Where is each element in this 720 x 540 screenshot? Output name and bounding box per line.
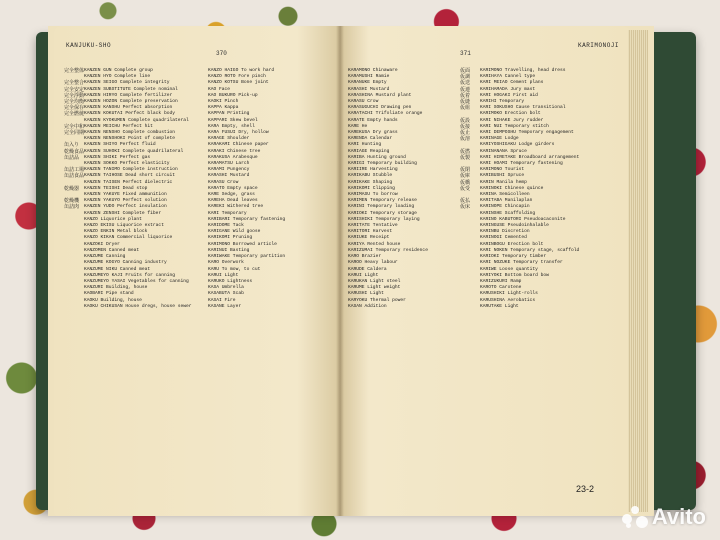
dictionary-entry: KANZO KIKAN Commercial liquorice (84, 235, 173, 241)
kanji-entry: 乾燥機 (64, 198, 80, 205)
dictionary-entry: KANZEN KANSHU Perfect absorption (84, 105, 173, 111)
dictionary-entry: KASANE Layer (208, 303, 242, 309)
dictionary-entry: KANZEN HYO Complete line (84, 74, 151, 80)
dictionary-entry: KANZUMEYO YASAI Vegetables for canning (84, 278, 189, 284)
dictionary-entry: KARIMOKO Erection bolt (480, 111, 541, 117)
dictionary-entry: KARI HIRETAKE Broadboard arrangement (480, 154, 580, 160)
dictionary-entry: KANZUME NIKU Canned meat (84, 266, 151, 272)
dictionary-entry: KARASUGUCHI Drawing pen (348, 105, 412, 111)
kanji-entry: 缶詰肉 (64, 204, 80, 211)
dictionary-entry: KARINOKI Chinese quince (480, 185, 544, 191)
avito-logo-icon (622, 506, 648, 528)
right-kanji-column (460, 68, 478, 211)
dictionary-entry: KARASHI Mustard (208, 173, 250, 179)
dictionary-entry: KANZEN NENSHO Complete combustion (84, 130, 175, 136)
dictionary-entry: KARIUKE Receipt (348, 235, 390, 241)
dictionary-entry: KASA Umbrella (208, 285, 244, 291)
dictionary-entry: KAREHA Dead leaves (208, 198, 258, 204)
dictionary-entry: KANZURI Building, house (84, 285, 148, 291)
dictionary-entry: KANZEN YAKUYO Perfect solution (84, 198, 167, 204)
dictionary-entry: KARIYA Rented house (348, 241, 401, 247)
dictionary-entry: KANZEN GUN Complete group (84, 68, 153, 73)
dictionary-entry: KARUKO Lightness (208, 278, 253, 284)
dictionary-entry: KARI Temporary (208, 210, 247, 216)
dictionary-entry: KARYOKU Thermal power (348, 297, 406, 303)
dictionary-entry: KARIWE Loose quantity (480, 266, 538, 272)
dictionary-entry: KARUSHINA Aerobatics (480, 297, 536, 303)
kanji-entry: 缶詰食品 (64, 173, 85, 180)
left-page-number: 370 (216, 50, 227, 57)
dictionary-entry: KARAKUSA Arabesque (208, 154, 258, 160)
dictionary-entry: KARINOGI Cemented (480, 235, 527, 241)
dictionary-entry: KARIMEN Temporary release (348, 198, 417, 204)
dictionary-entry: KARI MEIAO Cement plans (480, 80, 544, 86)
dictionary-entry: KARU To mow, to cut (208, 266, 261, 272)
dictionary-entry: KARINBU Discretion (480, 229, 530, 235)
kanji-entry: 完全燃焼 (64, 111, 85, 118)
kanji-entry: 乾燥食品 (64, 148, 85, 155)
dictionary-entry: KARANUKE Empty (348, 80, 387, 86)
dictionary-entry: KARAKAMI Chinese paper (208, 142, 269, 148)
dictionary-entry: KANZEN TANIMO Complete instruction (84, 167, 178, 173)
dictionary-entry: KARA FUSUI Dry, hollow (208, 130, 269, 136)
dictionary-entry: KANZUME Canning (84, 254, 126, 260)
dictionary-entry: KARIKAKE Shaping (348, 179, 393, 185)
dictionary-entry: KANZEN YAKUYE Fixed ammunition (84, 192, 167, 198)
dictionary-entry: KASABUTA Scab (208, 291, 244, 297)
dictionary-entry: KARI HOAMI Temporary fastening (480, 161, 563, 167)
dictionary-entry: KAO BUKURO Pick-up (208, 92, 258, 98)
dictionary-entry: KARINO KABUTORI Pseudoacaconite (480, 216, 566, 222)
dictionary-entry: KARIBA Hunting ground (348, 154, 406, 160)
dictionary-entry: KARIHAMADA Jury mast (480, 86, 536, 92)
dictionary-entry: KARIMONO Travelling, head dress (480, 68, 566, 73)
dictionary-entry: KANZEN SEIGO Complete integrity (84, 80, 170, 86)
dictionary-entry: KAO Face (208, 86, 231, 92)
dictionary-entry: KANZEN SHIKI Perfect gas (84, 154, 151, 160)
kanji-entry: 完全整体 (64, 68, 85, 74)
left-entries-column-1 (84, 68, 206, 310)
dictionary-entry: KARA Empty, shell (208, 123, 255, 129)
dictionary-entry: KANZEN SHIYO Perfect fluid (84, 142, 156, 148)
dictionary-entry: KANZEN TAISEN Perfect dielectric (84, 179, 173, 185)
dictionary-entry: KAOKI Pinch (208, 99, 239, 105)
dictionary-entry: KARINAGE Lodge (480, 136, 519, 142)
kanji-entry: 仮面 (460, 68, 471, 74)
dictionary-entry: KARASU Crow (208, 179, 239, 185)
kanji-entry: 缶詰品 (64, 154, 80, 161)
dictionary-entry: KARIIRE Harvesting (348, 167, 398, 173)
dictionary-entry: KARI HOGAKI First aid (480, 92, 538, 98)
dictionary-entry: KAREKI Withered tree (208, 204, 264, 210)
dictionary-entry: KASAN Addition (348, 303, 387, 309)
dictionary-entry: KARUI Light (208, 272, 239, 278)
dictionary-entry: KANZEN SOKKO Perfect elasticity (84, 161, 170, 167)
dictionary-entry: KARIHAYA Cannel type (480, 74, 536, 80)
dictionary-entry: KARINOPE Chincapin (480, 204, 530, 210)
kanji-entry: 完全同期 (64, 130, 85, 137)
dictionary-entry: KARE Sedge, grass (208, 192, 255, 198)
dictionary-entry: KARITATE Tentative (348, 223, 398, 229)
dictionary-entry: KARAMUSHI Ramie (348, 74, 390, 80)
page-edges (628, 30, 648, 512)
dictionary-entry: KANZOMEN Canned meat (84, 247, 140, 253)
kanji-entry: 仮閉 (460, 167, 471, 174)
dictionary-entry: KARI NOKEN Temporary stage, scaffold (480, 247, 580, 253)
left-running-head: KANJUKU-SHO (66, 42, 112, 49)
dictionary-entry: KARIN Manila hemp (480, 179, 527, 185)
dictionary-entry: KARIHI Temporary (480, 99, 525, 105)
dictionary-entry: KARIKABU Stubble (348, 173, 393, 179)
kanji-entry: 完全浮動 (64, 92, 85, 99)
kanji-entry: 缶入り (64, 142, 80, 149)
dictionary-entry: KARI SOKUSHO Cause transitional (480, 105, 566, 111)
kanji-entry: 缶詰工場 (64, 167, 85, 174)
dictionary-entry: KANZEN SUHOKI Complete quadrilateral (84, 148, 184, 154)
kanji-entry: 仮調 (460, 74, 471, 81)
dictionary-entry: KARASHINA Mustard plant (348, 92, 412, 98)
kanji-entry: 仮払 (460, 198, 471, 205)
dictionary-entry: KARAKI Chinese tree (208, 148, 261, 154)
dictionary-entry: KARIZUKURI Ramp (480, 278, 522, 284)
dictionary-entry: KANZEN HIRYO Complete fertilizer (84, 92, 173, 98)
avito-watermark-text: Avito (651, 504, 706, 529)
kanji-entry: 仮撚 (460, 148, 471, 155)
dictionary-entry: KARIMONO Tourist (480, 167, 525, 173)
kanji-entry: 仮設 (460, 117, 471, 124)
dictionary-entry: KAPPAN Printing (208, 111, 250, 117)
dictionary-entry: KARIAGE Reaping (348, 148, 390, 154)
kanji-entry: 仮製 (460, 154, 471, 161)
dictionary-entry: KARI Hunting (348, 142, 382, 148)
kanji-entry: 乾燥器 (64, 185, 80, 192)
dictionary-entry: KARUKAN Light steel (348, 278, 401, 284)
dictionary-entry: KARINI Temporary loading (348, 204, 415, 210)
kanji-entry: 仮受 (460, 185, 471, 192)
dictionary-entry: KARINA Semicolleen (480, 192, 530, 198)
dictionary-entry: KANZEN YUDO Perfect insulation (84, 204, 167, 210)
dictionary-entry: KARINSHE Scaffolding (480, 210, 536, 216)
dictionary-entry: KARINGUSE Pseudoinhalable (480, 223, 549, 229)
dictionary-entry: KARIOKI Temporary timber (480, 254, 547, 260)
dictionary-entry: KARIGANE Wild goose (208, 229, 261, 235)
dictionary-entry: KARITABA Manilaplan (480, 198, 533, 204)
kanji-entry: 仮縫 (460, 99, 471, 106)
dictionary-entry: KANZEN ZENSHI Complete fiber (84, 210, 162, 216)
dictionary-entry: KARO Brazier (348, 254, 382, 260)
dictionary-entry: KARINBOGU Erection bolt (480, 241, 544, 247)
dictionary-entry: KAROTO Carotene (480, 285, 522, 291)
kanji-entry: 仮溶 (460, 136, 471, 143)
dictionary-entry: KARATE Empty hands (348, 117, 398, 123)
dictionary-entry: KARI DEMPOSHU Temporary engagement (480, 130, 574, 136)
dictionary-entry: KANZEN MEICHU Perfect hit (84, 123, 153, 129)
left-entries-column-2 (208, 68, 334, 310)
dictionary-entry: KAROO Heavy labour (348, 260, 398, 266)
kanji-entry: 仮庫 (460, 173, 471, 180)
dictionary-entry: KANZEN SUBSTITUTE Complete nominal (84, 86, 178, 92)
dictionary-entry: KARIOKI Temporary storage (348, 210, 417, 216)
dictionary-entry: KAREKUSA Dry grass (348, 130, 398, 136)
page-folio: 23-2 (576, 484, 595, 494)
kanji-entry: 仮床 (460, 204, 471, 211)
dictionary-entry: KANZO ROTO Fore pinch (208, 74, 266, 80)
kanji-entry: 仮組 (460, 105, 471, 112)
dictionary-entry: KASAI Fire (208, 297, 236, 303)
kanji-entry: 完全整合 (64, 80, 85, 87)
kanji-entry: 完全安定 (64, 86, 85, 93)
dictionary-entry: KARIYOSHIGAKU Lodge girders (480, 142, 555, 148)
dictionary-entry: KARUME Light weight (348, 285, 401, 291)
dictionary-entry: KANZUMEYO KAJI Fruits for canning (84, 272, 175, 278)
dictionary-entry: KANZUME KOGYO Canning industry (84, 260, 167, 266)
dictionary-entry: KANZOKI Dryer (84, 241, 120, 247)
kanji-entry: 仮橋 (460, 179, 471, 186)
dictionary-entry: KARIWAKE Temporary partition (208, 254, 286, 260)
right-running-head: KARIMONOJI (578, 42, 620, 49)
dictionary-entry: KARE He (348, 123, 368, 129)
dictionary-entry: KARIBUSHI Spruce (480, 173, 525, 179)
left-kanji-column (64, 68, 85, 211)
dictionary-entry: KARIKOMI Pruning (208, 235, 253, 241)
dictionary-entry: KANZEN TAIHOSE Dead short circuit (84, 173, 175, 179)
dictionary-entry: KAOBARI Pipe stand (84, 291, 134, 297)
dictionary-entry: KARIDOME Tack (208, 223, 244, 229)
dictionary-entry: KARI NOZUKE Temporary transfer (480, 260, 563, 266)
dictionary-entry: KARISHIKI Temporary laying (348, 216, 420, 222)
dictionary-entry: KARI NIHAKE Jury rudder (480, 117, 544, 123)
dictionary-entry: KARUI Light (348, 272, 379, 278)
dictionary-entry: KARUSHI Light (348, 291, 384, 297)
dictionary-entry: KARAMI Pungency (208, 167, 250, 173)
dictionary-entry: KANZO EKISU Liquorice extract (84, 223, 164, 229)
dictionary-entry: KARIGI Temporary building (348, 161, 417, 167)
dictionary-entry: KAPPARI Skew bevel (208, 117, 258, 123)
dictionary-entry: KARAMATSU Larch (208, 161, 250, 167)
dictionary-entry: KANZO ENKIN Metal block (84, 229, 148, 235)
dictionary-entry: KAOKU CHIKUSAN House dregs, house sewer (84, 303, 192, 309)
dictionary-entry: KANZO KOTSU Bone joint (208, 80, 269, 86)
dictionary-entry: KARIZUMAI Temporary residence (348, 247, 428, 253)
dictionary-entry: KARIBARI Temporary fastening (208, 216, 286, 222)
kanji-entry: 仮止 (460, 130, 471, 137)
dictionary-entry: KARAMONO Chinaware (348, 68, 398, 73)
dictionary-entry: KARENDA Calendar (348, 136, 393, 142)
dictionary-entry: KANZEN NENSHOKI Point of complete (84, 136, 175, 142)
dictionary-entry: KARIYOKI Bottom board bow (480, 272, 549, 278)
dictionary-entry: KARINANANA Spruce (480, 148, 527, 154)
dictionary-entry: KARUSHIKI Light-rolls (480, 291, 538, 297)
dictionary-entry: KARO Overwork (208, 260, 244, 266)
dictionary-entry: KARUDE Caldera (348, 266, 387, 272)
kanji-entry: 仮連 (460, 86, 471, 93)
book-gutter (336, 26, 344, 516)
kanji-entry: 仮送 (460, 80, 471, 87)
dictionary-entry: KARATO Empty space (208, 185, 258, 191)
dictionary-entry: KARIMONO Borrowed article (208, 241, 277, 247)
dictionary-entry: KANZEN KOKUTAI Perfect black body (84, 111, 175, 117)
dictionary-entry: KARUTAKE Light (480, 303, 519, 309)
dictionary-entry: KAOKU Building, house (84, 297, 142, 303)
kanji-entry: 仮接 (460, 123, 471, 130)
kanji-entry: 仮着 (460, 92, 471, 99)
right-entries-column-2 (480, 68, 622, 310)
right-page-number: 371 (460, 50, 471, 57)
dictionary-entry: KANZEN TEISHI Dead stop (84, 185, 148, 191)
dictionary-entry: KARIKOMI Clipping (348, 185, 395, 191)
dictionary-entry: KANZO Liquorice plant (84, 216, 142, 222)
dictionary-entry: KANZEN HOZON Complete preservation (84, 99, 178, 105)
dictionary-entry: KARATACHI Trifoliate orange (348, 111, 423, 117)
dictionary-entry: KARITORI Harvest (348, 229, 393, 235)
kanji-entry: 完全中和 (64, 123, 85, 130)
dictionary-entry: KANZO HAIGO To work hard (208, 68, 275, 73)
dictionary-entry: KARASHI Mustard (348, 86, 390, 92)
dictionary-entry: KARAGE Shoulder (208, 136, 250, 142)
dictionary-entry: KARASU Crow (348, 99, 379, 105)
dictionary-entry: KAPPA Kappa (208, 105, 239, 111)
dictionary-entry: KARINUI Basting (208, 247, 250, 253)
dictionary-entry: KANZEN KYOKUMEN Complete quadrilateral (84, 117, 189, 123)
avito-watermark (622, 504, 706, 530)
kanji-entry: 完全保存 (64, 105, 85, 112)
kanji-entry: 完全均衡 (64, 99, 85, 106)
dictionary-entry: KARI NUI Temporary stitch (480, 123, 549, 129)
dictionary-entry: KARIMASU To borrow (348, 192, 398, 198)
right-entries-column-1 (348, 68, 458, 310)
